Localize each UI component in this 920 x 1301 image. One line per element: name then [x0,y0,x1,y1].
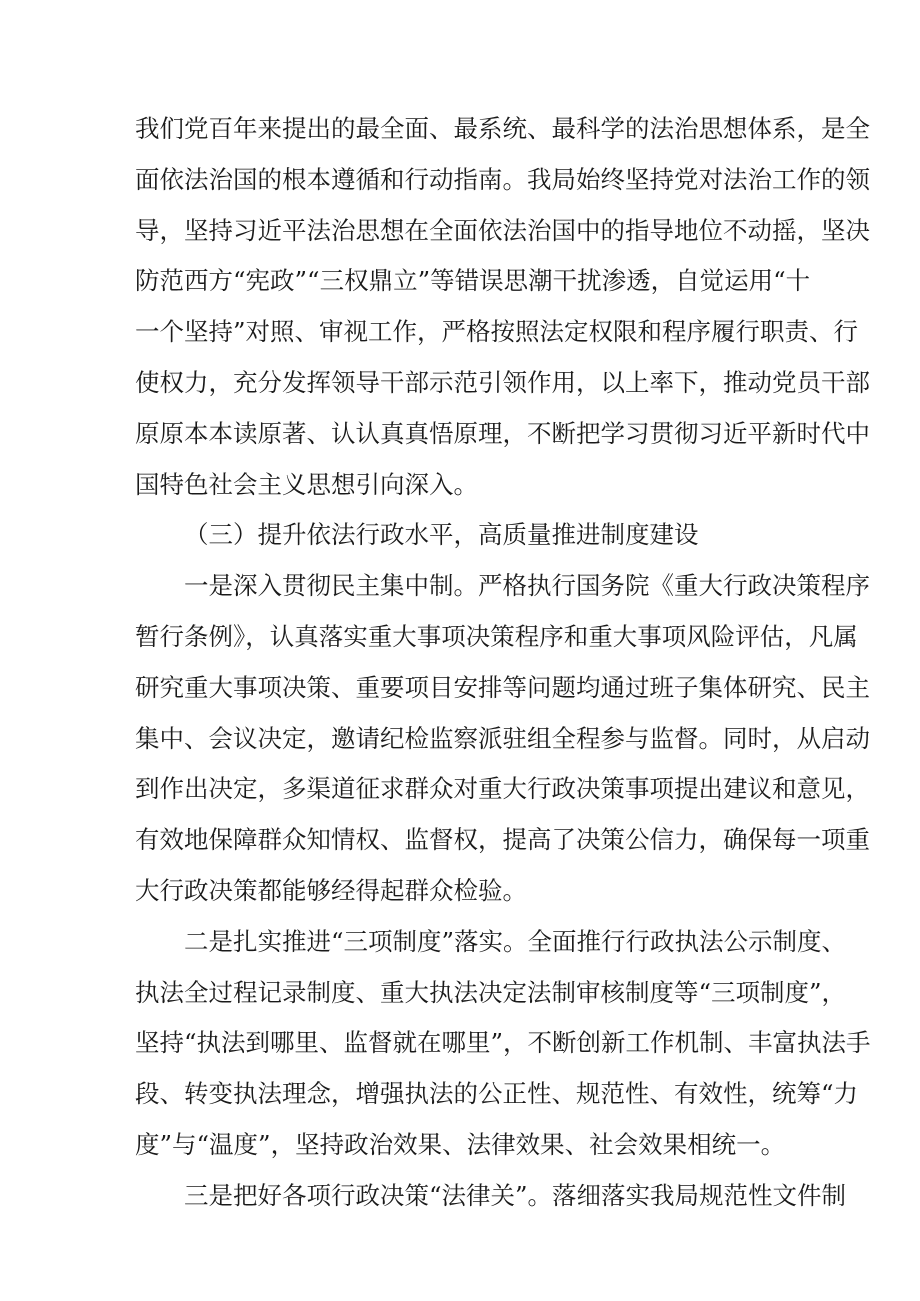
text-line: 一是深入贯彻民主集中制。严格执行国务院《重大行政决策程序 [184,571,870,601]
text-line: 有效地保障群众知情权、监督权，提高了决策公信力，确保每一项重 [135,825,870,855]
text-line: 坚持“执法到哪里、监督就在哪里”，不断创新工作机制、丰富执法手 [135,1028,871,1058]
text-line: 一个坚持”对照、审视工作，严格按照法定权限和程序履行职责、行 [135,317,859,347]
text-line: 导，坚持习近平法治思想在全面依法治国中的指导地位不动摇，坚决 [135,215,870,245]
text-line: 我们党百年来提出的最全面、最系统、最科学的法治思想体系，是全 [135,114,870,143]
text-line: 二是扎实推进“三项制度”落实。全面推行行政执法公示制度、 [184,926,847,956]
document-body [135,104,871,1222]
section-heading: （三）提升依法行政水平，高质量推进制度建设 [184,520,699,550]
text-line: 度”与“温度”，坚持政治效果、法律效果、社会效果相统一。 [135,1129,786,1159]
text-line: 暂行条例》，认真落实重大事项决策程序和重大事项风险评估，凡属 [135,621,858,651]
text-line: 执法全过程记录制度、重大执法决定法制审核制度等“三项制度”， [135,977,847,1007]
text-line: 面依法治国的根本遵循和行动指南。我局始终坚持党对法治工作的领 [135,164,870,194]
text-line: 研究重大事项决策、重要项目安排等问题均通过班子集体研究、民主 [135,672,870,702]
text-line: 防范西方“宪政”“三权鼎立”等错误思潮干扰渗透，自觉运用“十 [135,266,811,296]
text-line: 原原本本读原著、认认真真悟原理，不断把学习贯彻习近平新时代中 [135,418,870,448]
text-line: 大行政决策都能够经得起群众检验。 [135,875,527,905]
text-line: 到作出决定，多渠道征求群众对重大行政决策事项提出建议和意见， [135,774,870,804]
text-line: 使权力，充分发挥领导干部示范引领作用，以上率下，推动党员干部 [135,367,870,397]
text-line: 三是把好各项行政决策“法律关”。落细落实我局规范性文件制 [184,1180,847,1210]
text-line: 集中、会议决定，邀请纪检监察派驻组全程参与监督。同时，从启动 [135,723,870,753]
text-line: 国特色社会主义思想引向深入。 [135,469,478,499]
text-line: 段、转变执法理念，增强执法的公正性、规范性、有效性，统筹“力 [135,1079,859,1109]
